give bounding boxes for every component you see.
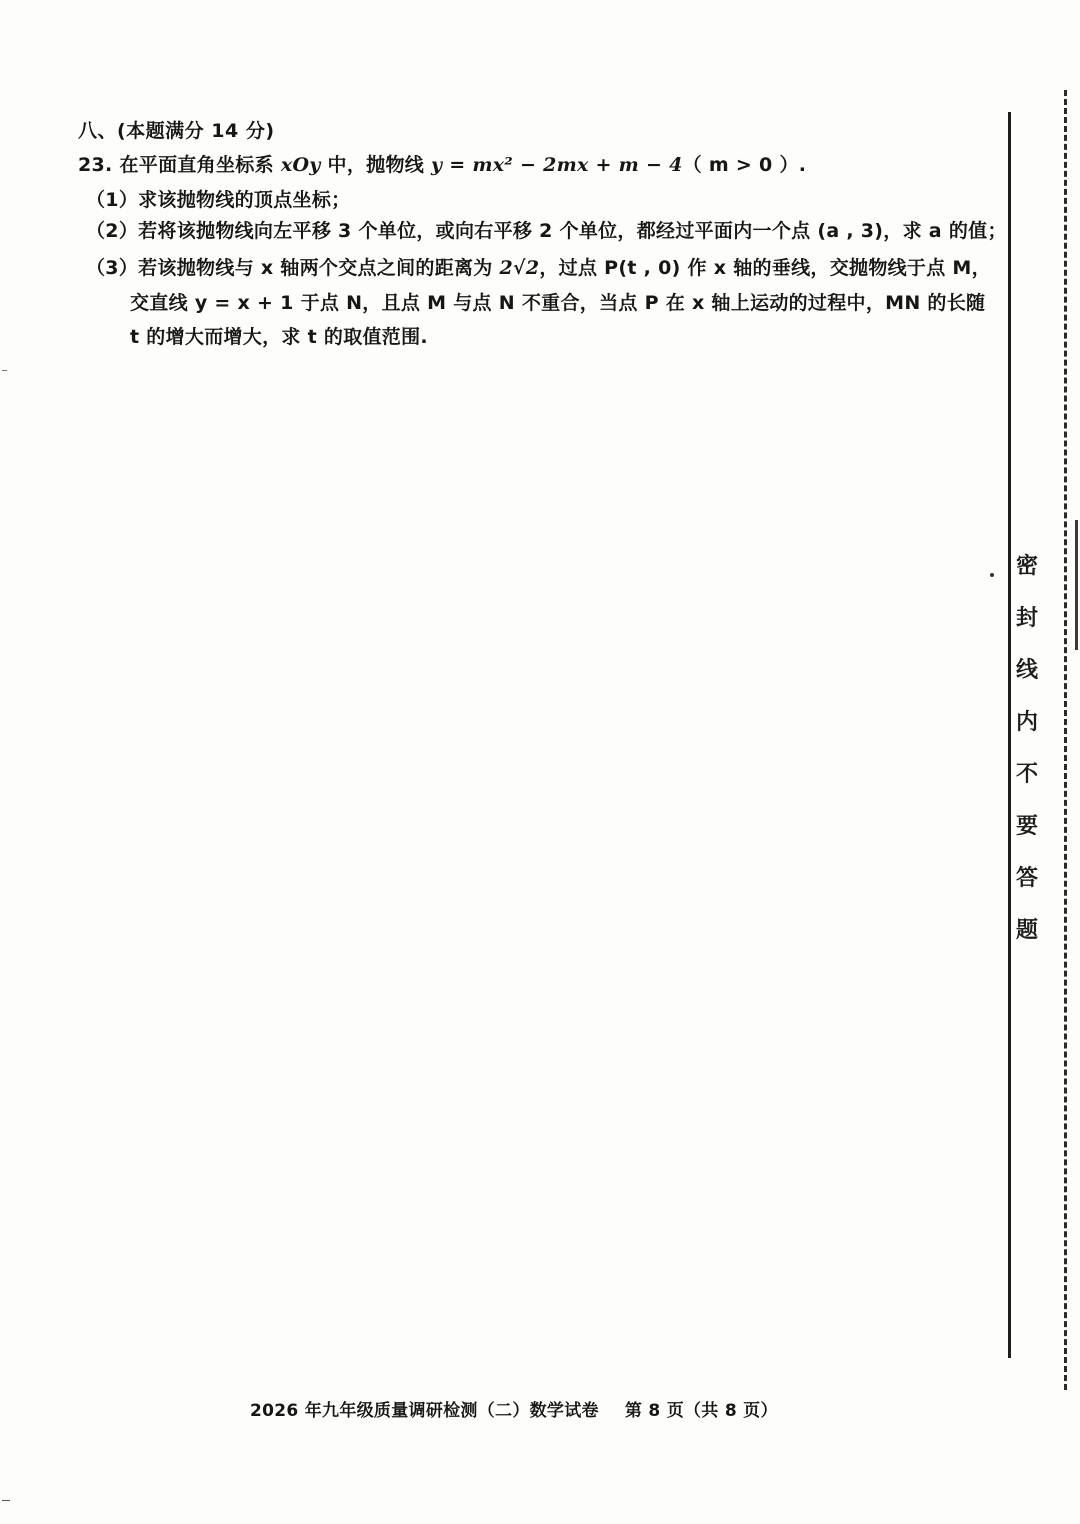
binding-edge-mark [1075,520,1078,650]
question-part-1: （1）求该抛物线的顶点坐标； [86,189,351,211]
seal-char: 线 [1015,658,1038,683]
seal-char: 密 [1015,554,1038,579]
seal-notice [1012,550,1042,948]
binding-dashed-line [1064,90,1067,1390]
scan-side-mark [2,370,7,371]
seal-char: 封 [1015,606,1038,631]
question-number: 23. [78,154,113,176]
question-part-3-line-2: 交直线 y = x + 1 于点 N，且点 M 与点 N 不重合，当点 P 在 x 轴上运动的过程中，MN 的长随 [130,292,986,314]
stem-mid: 中，抛物线 [320,154,431,176]
footer-title: 2026 年九年级质量调研检测（二）数学试卷 [250,1401,599,1421]
footer-page-number: 第 8 页（共 8 页） [624,1401,778,1421]
question-part-3-line-1 [86,253,991,280]
binding-solid-line [1008,112,1011,1358]
stem-prefix: 在平面直角坐标系 [119,154,281,176]
scan-corner-mark [2,1500,10,1501]
question-part-3-line-3: t 的增大而增大，求 t 的取值范围. [130,326,428,348]
question-stem [78,150,806,177]
seal-char: 要 [1015,814,1038,839]
seal-char: 内 [1015,710,1038,735]
seal-char: 答 [1015,866,1038,891]
part3-pre: （3）若该抛物线与 x 轴两个交点之间的距离为 [86,257,500,279]
stem-condition: （ m > 0 ）. [682,154,807,176]
section-heading: 八、(本题满分 14 分) [78,120,275,142]
seal-char: 题 [1015,918,1038,943]
stem-formula: y = mx² − 2mx + m − 4 [430,154,683,176]
part3-distance: 2√2 [499,257,540,279]
part3-post: ，过点 P(t , 0) 作 x 轴的垂线，交抛物线于点 M， [539,257,991,279]
page-footer [250,1396,778,1421]
stem-coordinate-system: xOy [280,154,321,176]
seal-char: 不 [1015,762,1038,787]
dot-mark [990,573,994,577]
question-part-2: （2）若将该抛物线向左平移 3 个单位，或向右平移 2 个单位，都经过平面内一个点 (a , 3)，求 a 的值； [86,220,1007,242]
